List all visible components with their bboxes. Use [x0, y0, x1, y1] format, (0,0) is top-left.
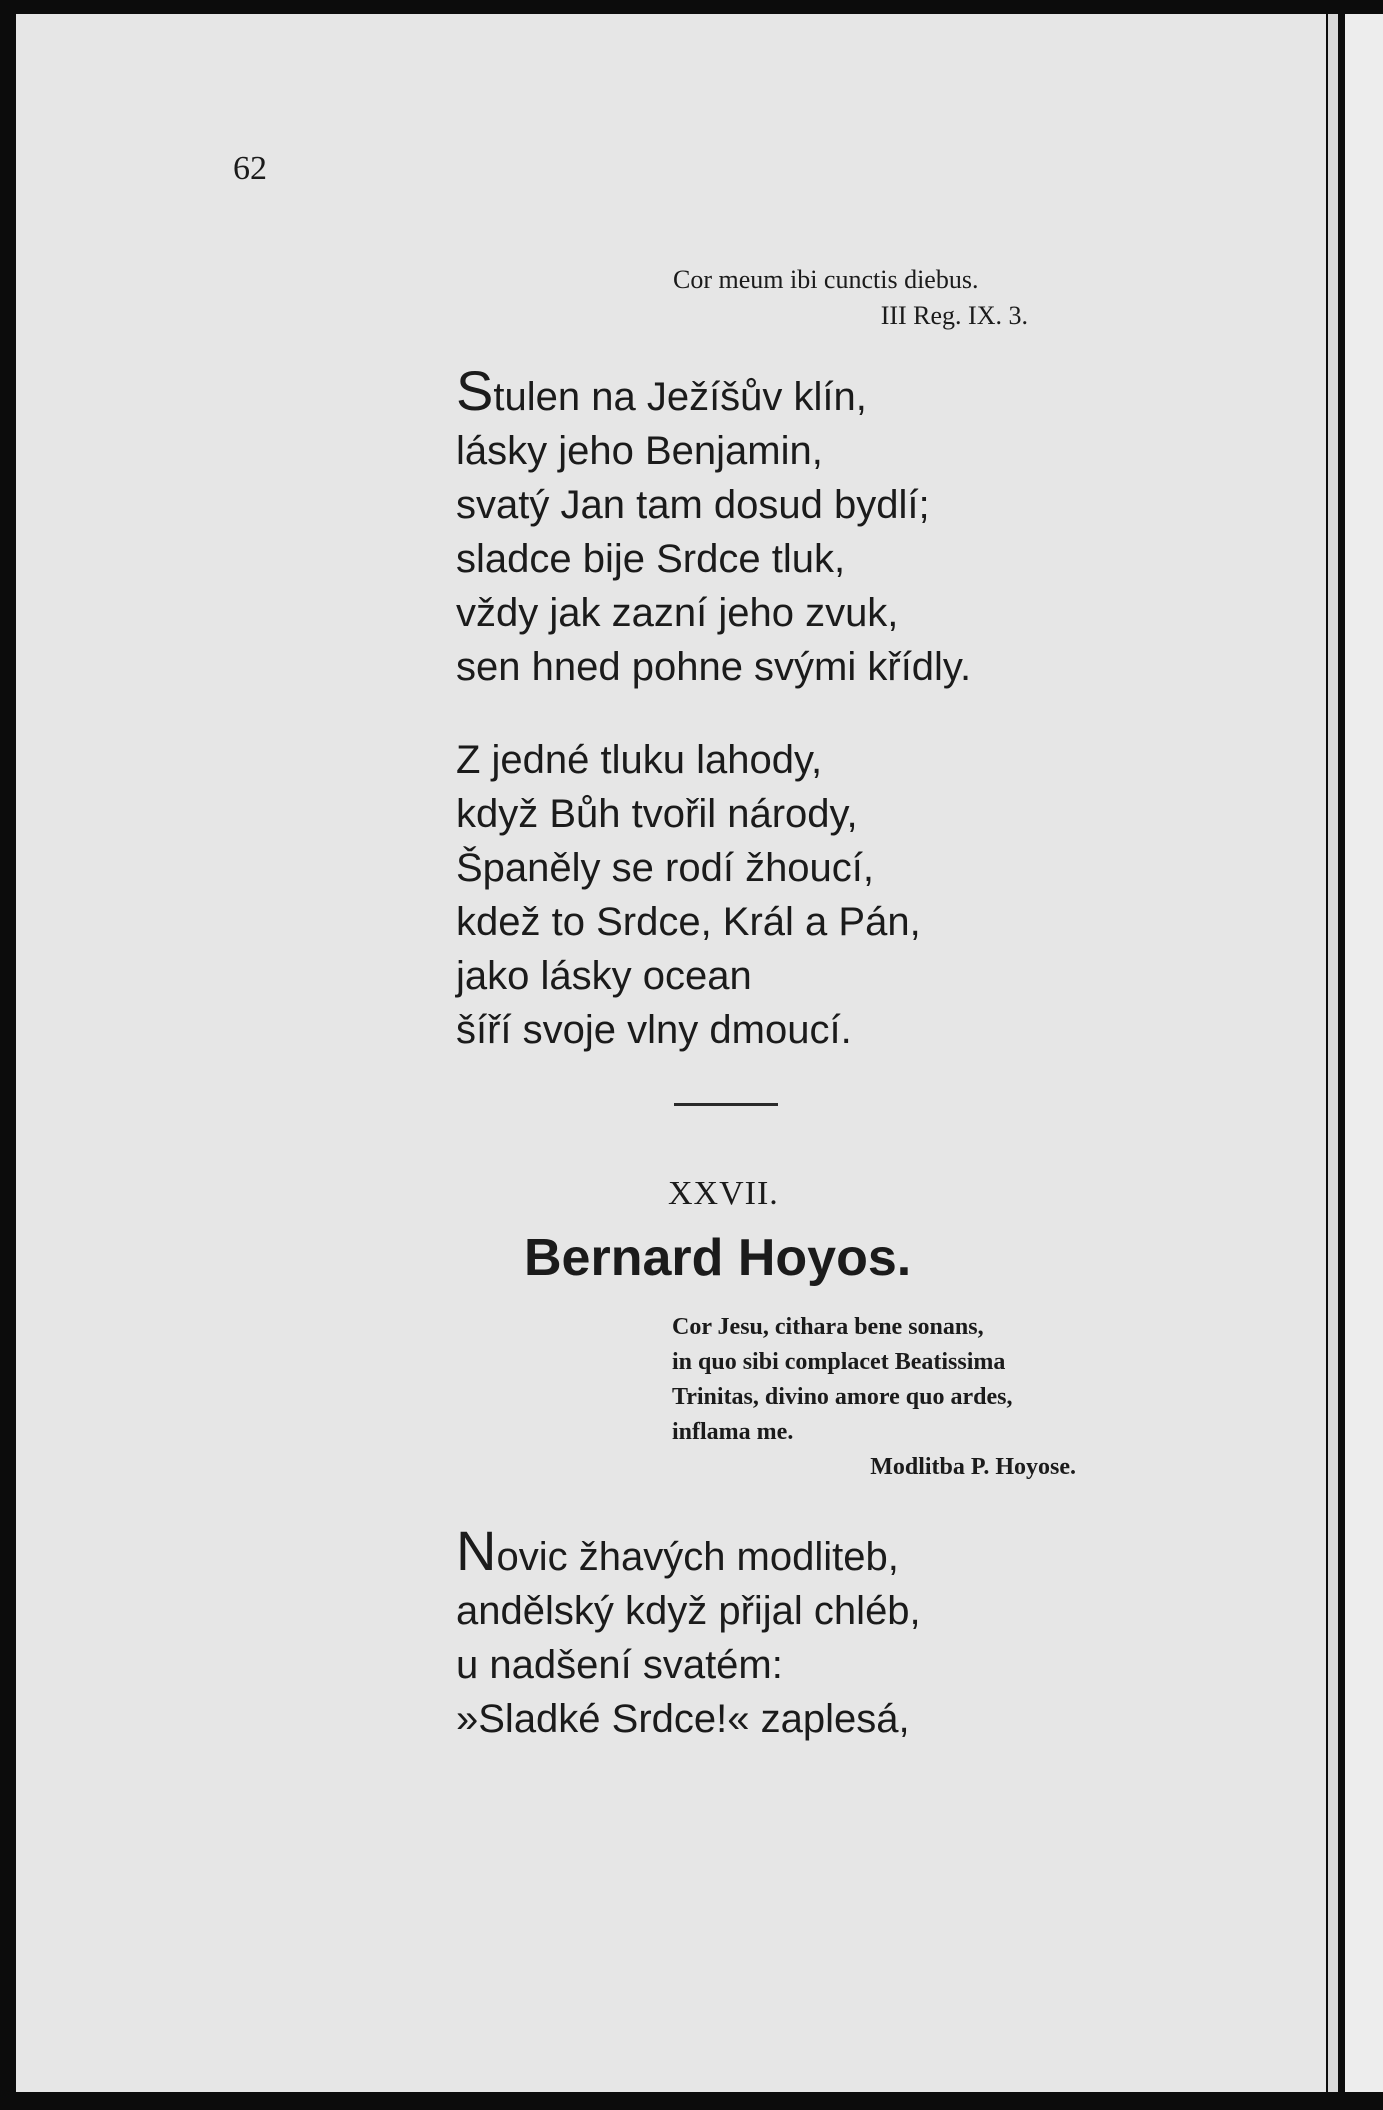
chapter-number: XXVII. [668, 1175, 779, 1212]
stanza-line: »Sladké Srdce!« zaplesá, [456, 1697, 910, 1741]
page-gutter [1328, 14, 1338, 2092]
motto-reference: III Reg. IX. 3. [880, 301, 1028, 330]
stanza-line: Z jedné tluku lahody, [456, 738, 823, 782]
stanza-line [456, 359, 971, 424]
drop-cap: S [456, 359, 494, 422]
poem-stanza-1 [456, 359, 972, 694]
stanza-line: sen hned pohne svými křídly. [456, 645, 972, 689]
stanza-line: lásky jeho Benjamin, [456, 429, 823, 473]
stanza-line: svatý Jan tam dosud bydlí; [456, 483, 930, 527]
motto-text: Cor meum ibi cunctis diebus. [673, 265, 979, 294]
epigraph-line: inflama me. [672, 1419, 794, 1445]
stanza-line: kdež to Srdce, Král a Pán, [456, 900, 921, 944]
stanza-line-rest: tulen na Ježíšův klín, [493, 375, 867, 419]
stanza-line: andělský když přijal chléb, [456, 1589, 921, 1633]
stanza-line: Španěly se rodí žhoucí, [456, 846, 875, 890]
stanza-line: když Bůh tvořil národy, [456, 792, 858, 836]
poem-stanza-2 [456, 733, 921, 1057]
drop-cap: N [456, 1519, 497, 1582]
prayer-epigraph [672, 1310, 1112, 1485]
stanza-line: šíří svoje vlny dmoucí. [456, 1008, 852, 1052]
stanza-line: u nadšení svatém: [456, 1643, 783, 1687]
next-page-edge [1345, 14, 1383, 2092]
stanza-line-rest: ovic žhavých modliteb, [496, 1535, 899, 1579]
motto-epigraph [673, 262, 1068, 334]
stanza-line: vždy jak zazní jeho zvuk, [456, 591, 899, 635]
epigraph-line: Trinitas, divino amore quo ardes, [672, 1384, 1013, 1410]
stanza-line: jako lásky ocean [456, 954, 752, 998]
chapter-title: Bernard Hoyos. [524, 1229, 912, 1287]
epigraph-line: Cor Jesu, cithara bene sonans, [672, 1314, 984, 1340]
poem-stanza-3 [456, 1519, 921, 1746]
stanza-line [456, 1519, 921, 1584]
section-divider [674, 1103, 778, 1106]
epigraph-reference: Modlitba P. Hoyose. [870, 1454, 1076, 1480]
stanza-line: sladce bije Srdce tluk, [456, 537, 846, 581]
page-number: 62 [233, 150, 267, 187]
epigraph-line: in quo sibi complacet Beatissima [672, 1349, 1006, 1375]
